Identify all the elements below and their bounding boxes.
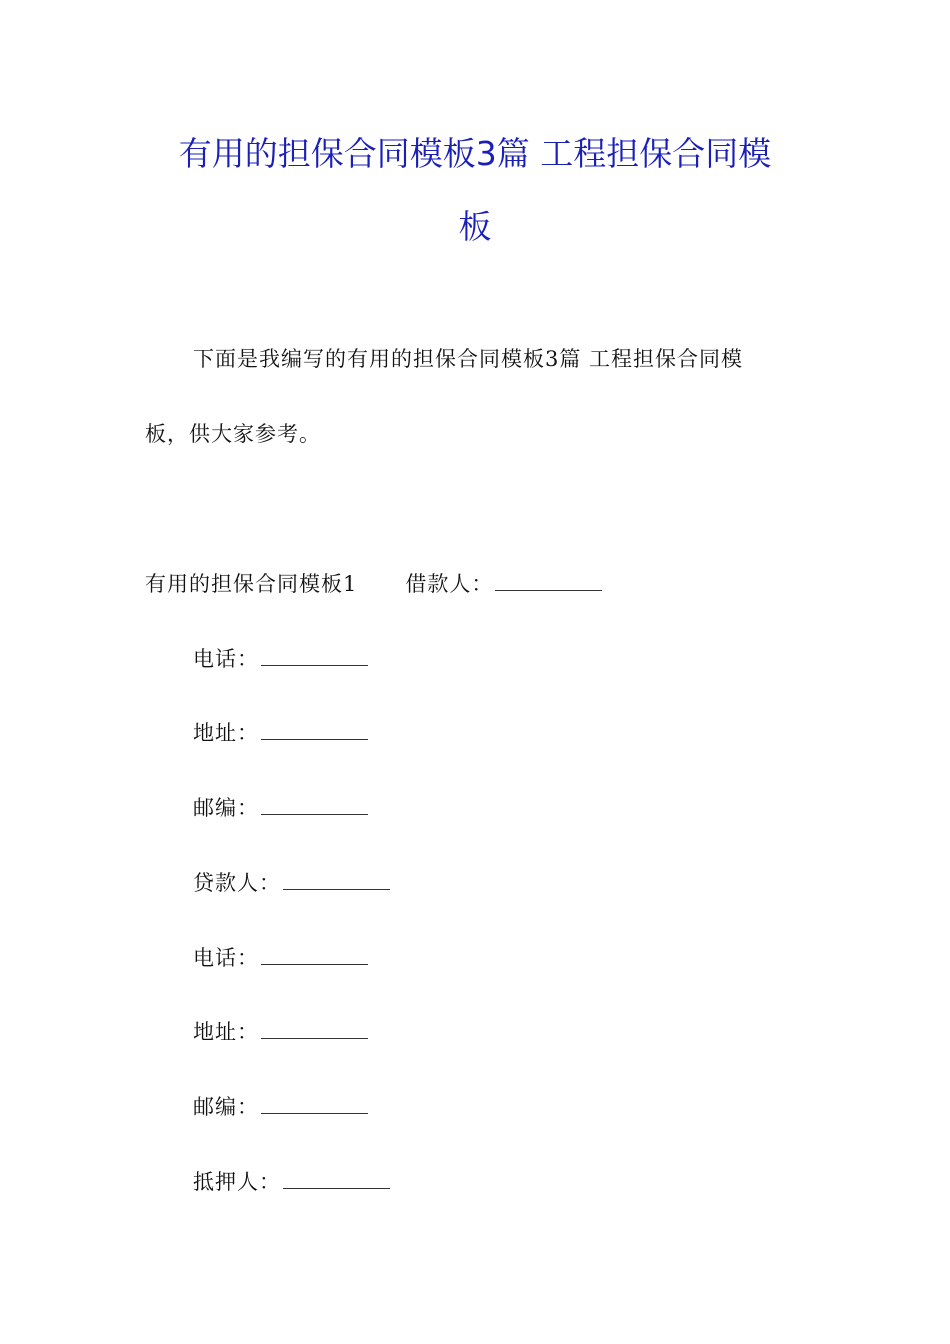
field-row [193,867,390,898]
field-row [193,1016,368,1047]
field-row [193,1091,368,1122]
borrower-blank [495,568,602,591]
field-label: 贷款人： [193,871,281,895]
field-row [193,643,368,674]
document-title-line-2: 板 [458,207,492,246]
field-label: 电话： [193,647,259,671]
field-blank [261,717,368,740]
field-label: 地址： [193,721,259,745]
field-label: 电话： [193,946,259,970]
borrower-label: 借款人： [405,572,494,596]
template-1-heading: 有用的担保合同模板1 [145,572,358,596]
field-row [193,942,368,973]
field-row [193,792,368,823]
intro-paragraph-line-1: 下面是我编写的有用的担保合同模板3篇 工程担保合同模 [193,347,744,371]
field-blank [261,643,368,666]
field-blank [261,792,368,815]
field-blank [261,1091,368,1114]
field-label: 地址： [193,1020,259,1044]
field-blank [261,1016,368,1039]
field-blank [283,1166,390,1189]
field-row [193,717,368,748]
template-1-heading-row [145,568,602,599]
field-label: 邮编： [193,1095,259,1119]
field-blank [261,942,368,965]
field-blank [283,867,390,890]
field-label: 邮编： [193,796,259,820]
document-title-line-1: 有用的担保合同模板3篇 工程担保合同模 [178,134,772,173]
intro-paragraph-line-2: 板，供大家参考。 [145,422,321,446]
field-row [193,1166,390,1197]
field-label: 抵押人： [193,1170,281,1194]
